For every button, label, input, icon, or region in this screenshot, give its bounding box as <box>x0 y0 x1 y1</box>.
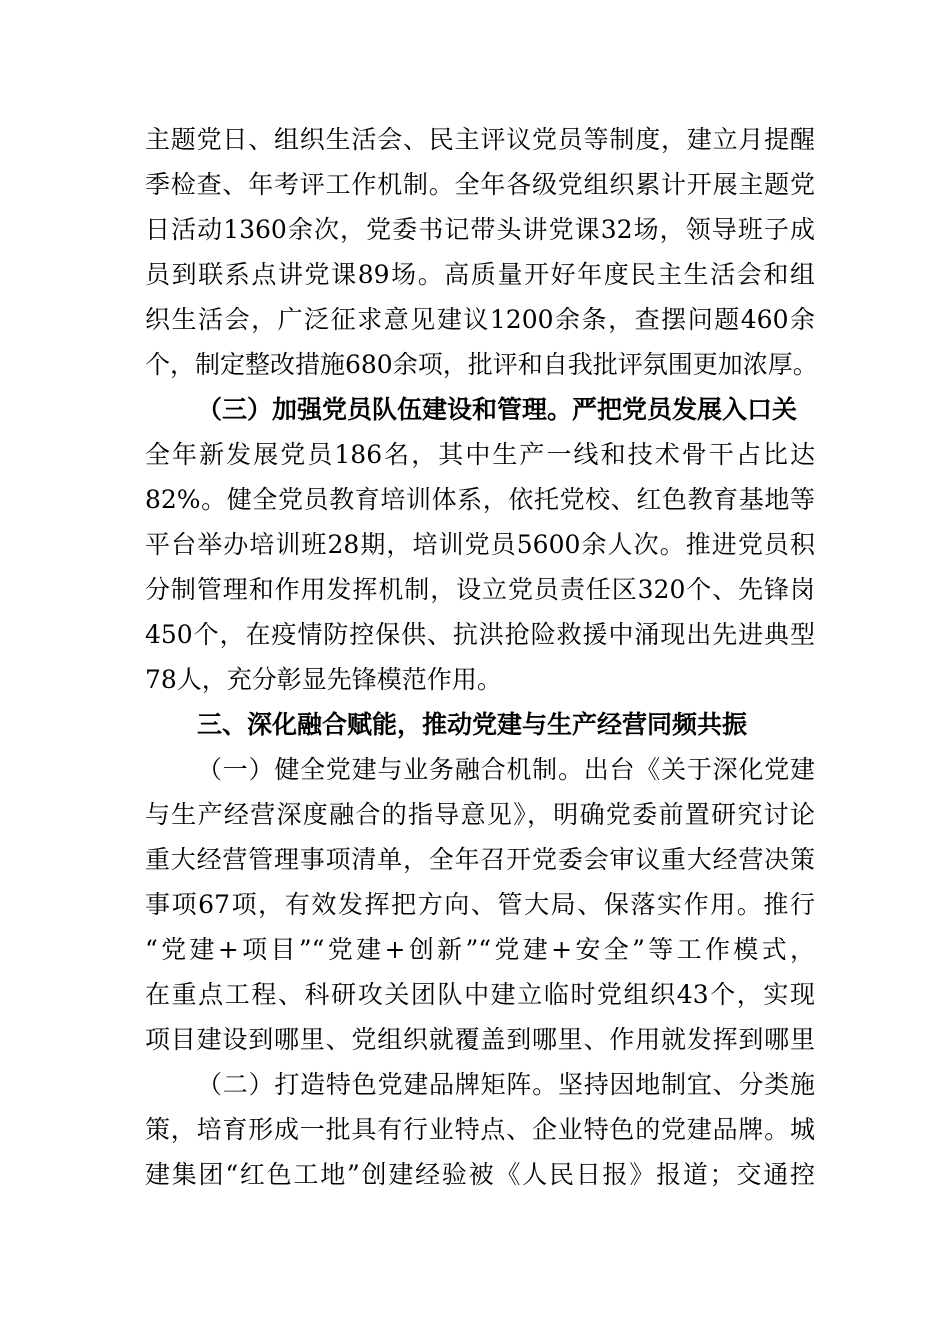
text-line: （三）加强党员队伍建设和管理。严把党员发展入口关 <box>197 395 798 424</box>
text-line: 员到联系点讲党课89场。高质量开好年度民主生活会和组 <box>145 260 815 289</box>
text-line: 平台举办培训班28期，培训党员5600余人次。推进党员积 <box>145 530 815 559</box>
text-line: （二）打造特色党建品牌矩阵。坚持因地制宜、分类施 <box>197 1070 815 1099</box>
text-line: 建集团“红色工地”创建经验被《人民日报》报道；交通控 <box>145 1160 815 1189</box>
text-line: 分制管理和作用发挥机制，设立党员责任区320个、先锋岗 <box>145 575 815 604</box>
text-line: 78人，充分彰显先锋模范作用。 <box>145 665 502 694</box>
text-line: 个，制定整改措施680余项，批评和自我批评氛围更加浓厚。 <box>145 350 818 379</box>
text-line: 与生产经营深度融合的指导意见》，明确党委前置研究讨论 <box>145 800 815 829</box>
text-line: 在重点工程、科研攻关团队中建立临时党组织43个，实现 <box>145 980 815 1009</box>
section-heading: 三、深化融合赋能，推动党建与生产经营同频共振 <box>197 710 748 739</box>
text-line: 织生活会，广泛征求意见建议1200余条，查摆问题460余 <box>145 305 815 334</box>
text-line: 季检查、年考评工作机制。全年各级党组织累计开展主题党 <box>145 170 815 199</box>
text-line: 事项67项，有效发挥把方向、管大局、保落实作用。推行 <box>145 890 815 919</box>
text-line: “党建+项目”“党建+创新”“党建+安全”等工作模式， <box>145 935 815 964</box>
text-line: 重大经营管理事项清单，全年召开党委会审议重大经营决策 <box>145 845 815 874</box>
text-line: 主题党日、组织生活会、民主评议党员等制度，建立月提醒 <box>145 125 815 154</box>
text-line: 82%。健全党员教育培训体系，依托党校、红色教育基地等 <box>145 485 815 514</box>
text-line: 全年新发展党员186名，其中生产一线和技术骨干占比达 <box>145 440 815 469</box>
text-line: 450个，在疫情防控保供、抗洪抢险救援中涌现出先进典型 <box>145 620 815 649</box>
text-line: 日活动1360余次，党委书记带头讲党课32场，领导班子成 <box>145 215 815 244</box>
text-line: 策，培育形成一批具有行业特点、企业特色的党建品牌。城 <box>145 1115 815 1144</box>
text-line: （一）健全党建与业务融合机制。出台《关于深化党建 <box>197 755 815 784</box>
text-line: 项目建设到哪里、党组织就覆盖到哪里、作用就发挥到哪里 <box>145 1025 815 1054</box>
